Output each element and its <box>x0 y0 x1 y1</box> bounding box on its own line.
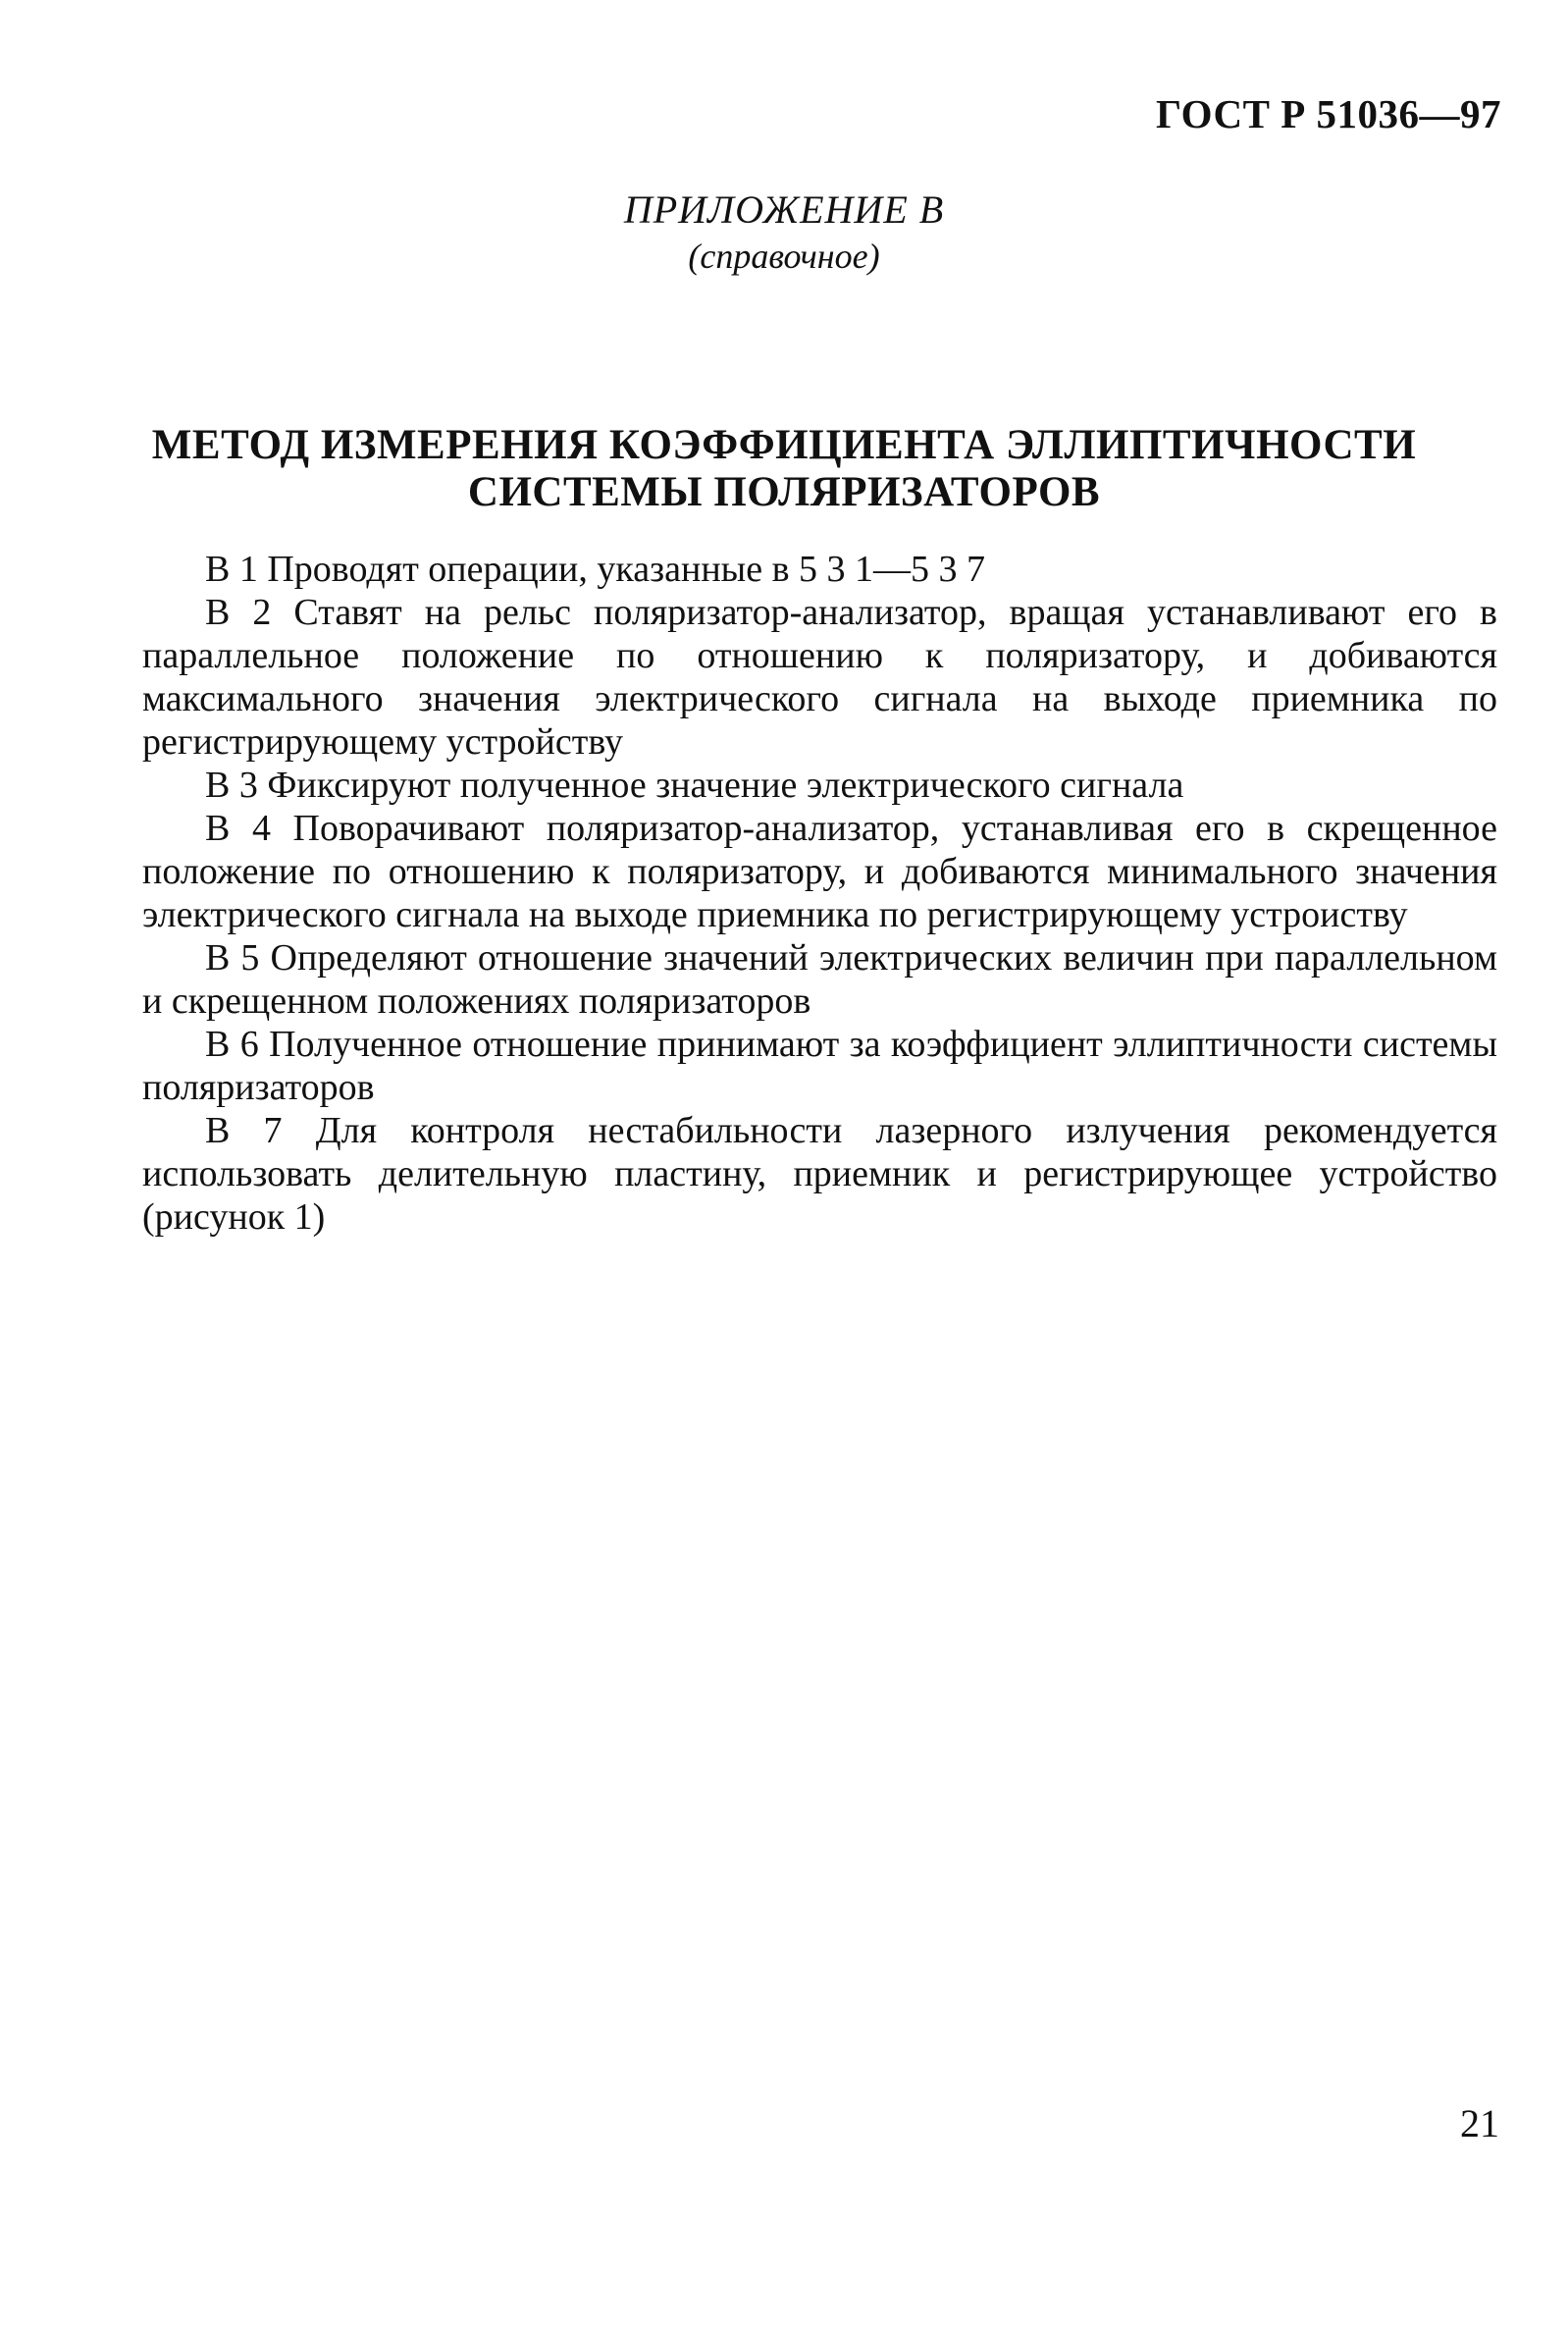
paragraph-b6: В 6 Полученное отношение принимают за коэффициент эллиптичности системы поляризаторов <box>142 1024 1497 1108</box>
section-title <box>0 422 1568 516</box>
appendix-title: ПРИЛОЖЕНИЕ В <box>623 187 945 232</box>
document-code: ГОСТ Р 51036—97 <box>1156 91 1501 136</box>
appendix-subtitle: (справочное) <box>688 237 880 276</box>
paragraph-b5: В 5 Определяют отношение значений электрических величин при параллельном и скрещенном положениях поляризаторов <box>142 937 1497 1022</box>
paragraph-b3: В 3 Фиксируют полученное значение электрического сигнала <box>205 765 1184 806</box>
paragraph-b1: В 1 Проводят операции, указанные в 5 3 1—5 3 7 <box>205 549 986 590</box>
body-text <box>142 548 1497 1239</box>
page-number: 21 <box>1460 2101 1499 2145</box>
section-title-line-2: СИСТЕМЫ ПОЛЯРИЗАТОРОВ <box>467 469 1101 515</box>
paragraph-b4: В 4 Поворачивают поляризатор-анализатор, устанавливая его в скрещенное положение по отношению к поляризатору, и добиваются минимального значения электрического сигнала на выходе приемника по регистрирующему устроиству <box>142 808 1497 935</box>
paragraph-b2: В 2 Ставят на рельс поляризатор-анализатор, вращая устанавливают его в параллельное положение по отношению к поляризатору, и добиваются максимального значения электрического сигнала на выходе приемника по регистрирующему устройству <box>142 592 1497 763</box>
section-title-line-1: МЕТОД ИЗМЕРЕНИЯ КОЭФФИЦИЕНТА ЭЛЛИПТИЧНОСТИ <box>151 422 1417 468</box>
paragraph-b7: В 7 Для контроля нестабильности лазерного излучения рекомендуется использовать делительную пластину, приемник и регистрирующее устройство (рисунок 1) <box>142 1110 1497 1238</box>
